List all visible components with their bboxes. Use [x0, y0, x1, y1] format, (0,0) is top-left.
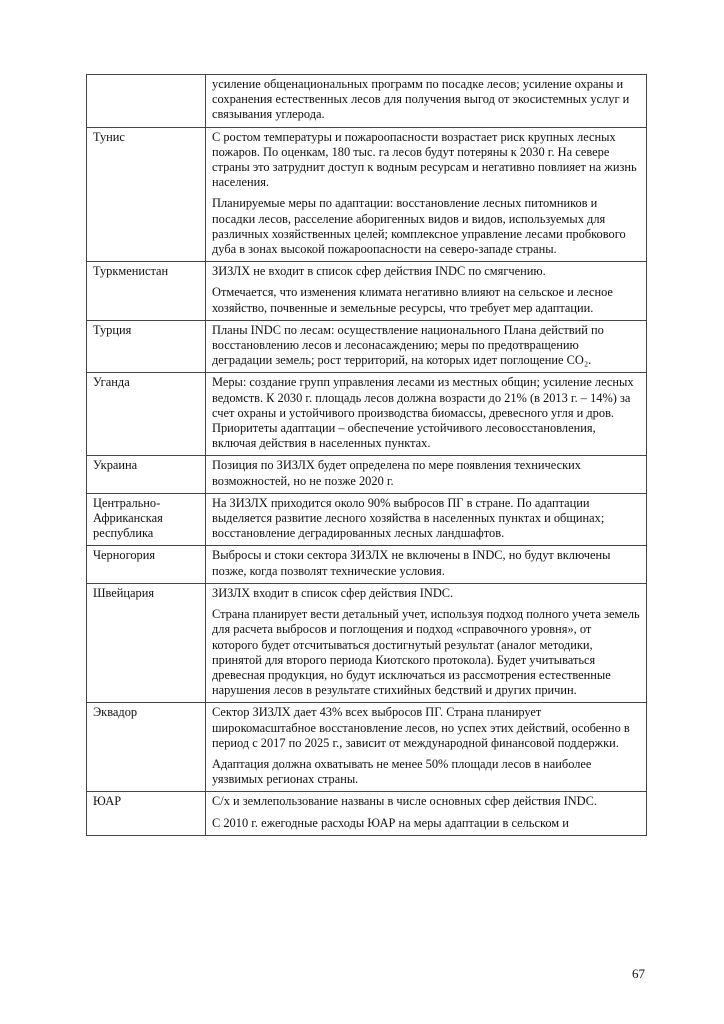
country-cell: Украина — [87, 456, 206, 493]
content-paragraph: Сектор ЗИЗЛХ дает 43% всех выбросов ПГ. Страна планирует широкомасштабное восстановление лесов, но успех этих действий, особенно в период с 2017 по 2025 г., зависит от международной финансовой поддержки. — [212, 705, 630, 750]
content-paragraph: усиление общенациональных программ по посадке лесов; усиление охраны и сохранения естественных лесов для получения выгод от экосистемных услуг и связывания углерода. — [212, 77, 630, 122]
content-cell — [206, 456, 647, 493]
country-cell: Турция — [87, 320, 206, 373]
content-paragraph: Выбросы и стоки сектора ЗИЗЛХ не включены в INDC, но будут включены позже, когда позволят технические условия. — [212, 548, 611, 578]
country-cell: Швейцария — [87, 583, 206, 702]
content-paragraph: Отмечается, что изменения климата негативно влияют на сельское и лесное хозяйство, почвенные и земельные ресурсы, что требует мер адаптации. — [212, 285, 613, 315]
content-paragraph: С 2010 г. ежегодные расходы ЮАР на меры адаптации в сельском и — [212, 815, 569, 830]
country-cell: Черногория — [87, 546, 206, 583]
content-cell — [206, 792, 647, 835]
country-cell: Тунис — [87, 127, 206, 262]
content-paragraph: Планы INDC по лесам: осуществление национального Плана действий по восстановлению лесов и лесонасаждению; меры по предотвращению деградации земель; рост территорий, на которых идет поглощение CO₂. — [212, 322, 604, 368]
country-cell: Туркменистан — [87, 262, 206, 321]
content-paragraph: Меры: создание групп управления лесами из местных общин; усиление лесных ведомств. К 2030 г. площадь лесов должна возрасти до 21% (в 2013 г. – 14%) за счет охраны и устойчивого производства биомассы, древесного угля и дров. Приоритеты адаптации – обеспечение устойчивого лесовосстановления, включая действия в населенных пунктах. — [212, 375, 634, 451]
content-cell — [206, 127, 647, 262]
content-cell — [206, 373, 647, 456]
table-row — [87, 127, 647, 262]
table-row — [87, 373, 647, 456]
table-row — [87, 583, 647, 702]
table-body — [87, 75, 647, 836]
table-row — [87, 493, 647, 546]
content-paragraph: Адаптация должна охватывать не менее 50% площади лесов в наиболее уязвимых регионах страны. — [212, 756, 592, 787]
content-cell — [206, 493, 647, 546]
table-row — [87, 703, 647, 792]
table-row — [87, 792, 647, 835]
page-number: 67 — [632, 966, 645, 981]
content-cell — [206, 75, 647, 128]
country-cell: Эквадор — [87, 703, 206, 792]
content-paragraph: С/х и землепользование названы в числе основных сфер действия INDC. — [212, 794, 597, 809]
content-cell — [206, 320, 647, 373]
content-paragraph: С ростом температуры и пожароопасности возрастает риск крупных лесных пожаров. По оценкам, 180 тыс. га лесов будут потеряны к 2030 г. На севере страны это затруднит доступ к водным ресурсам и негативно повлияет на жизнь населения. — [212, 129, 637, 190]
country-cell: Уганда — [87, 373, 206, 456]
table-row — [87, 456, 647, 493]
table-row — [87, 262, 647, 321]
table-row — [87, 546, 647, 583]
country-cell — [87, 75, 206, 128]
country-cell: Центрально-Африканская республика — [87, 493, 206, 546]
content-paragraph: На ЗИЗЛХ приходится около 90% выбросов ПГ в стране. По адаптации выделяется развитие лесного хозяйства в населенных пунктах и общинах; восстановление деградированных лесных ландшафтов. — [212, 495, 605, 541]
country-measures-table — [86, 74, 647, 836]
country-cell: ЮАР — [87, 792, 206, 835]
content-cell — [206, 583, 647, 702]
content-paragraph: Страна планирует вести детальный учет, используя подход полного учета земель для расчета выбросов и поглощения и подход «справочного уровня», от которого будет отсчитываться достигнутый результат (аналог методики, принятой для второго периода Киотского протокола). Будет учитываться древесная продукция, но будут исключаться из рассмотрения естественные нарушения лесов в результате стихийных бедствий и других причин. — [212, 607, 640, 698]
table-row — [87, 320, 647, 373]
content-paragraph: ЗИЗЛХ не входит в список сфер действия INDC по смягчению. — [212, 264, 546, 279]
content-paragraph: Позиция по ЗИЗЛХ будет определена по мере появления технических возможностей, но не позже 2020 г. — [212, 458, 581, 488]
content-paragraph: Планируемые меры по адаптации: восстановление лесных питомников и посадки лесов, расселение аборигенных видов и видов, используемых для различных хозяйственных целей; комплексное управление лесами пробкового дуба в зонах высокой пожароопасности на северо-западе страны. — [212, 196, 626, 257]
content-paragraph: ЗИЗЛХ входит в список сфер действия INDC. — [212, 585, 454, 600]
content-cell — [206, 262, 647, 321]
table-row — [87, 75, 647, 128]
content-cell — [206, 703, 647, 792]
content-cell — [206, 546, 647, 583]
